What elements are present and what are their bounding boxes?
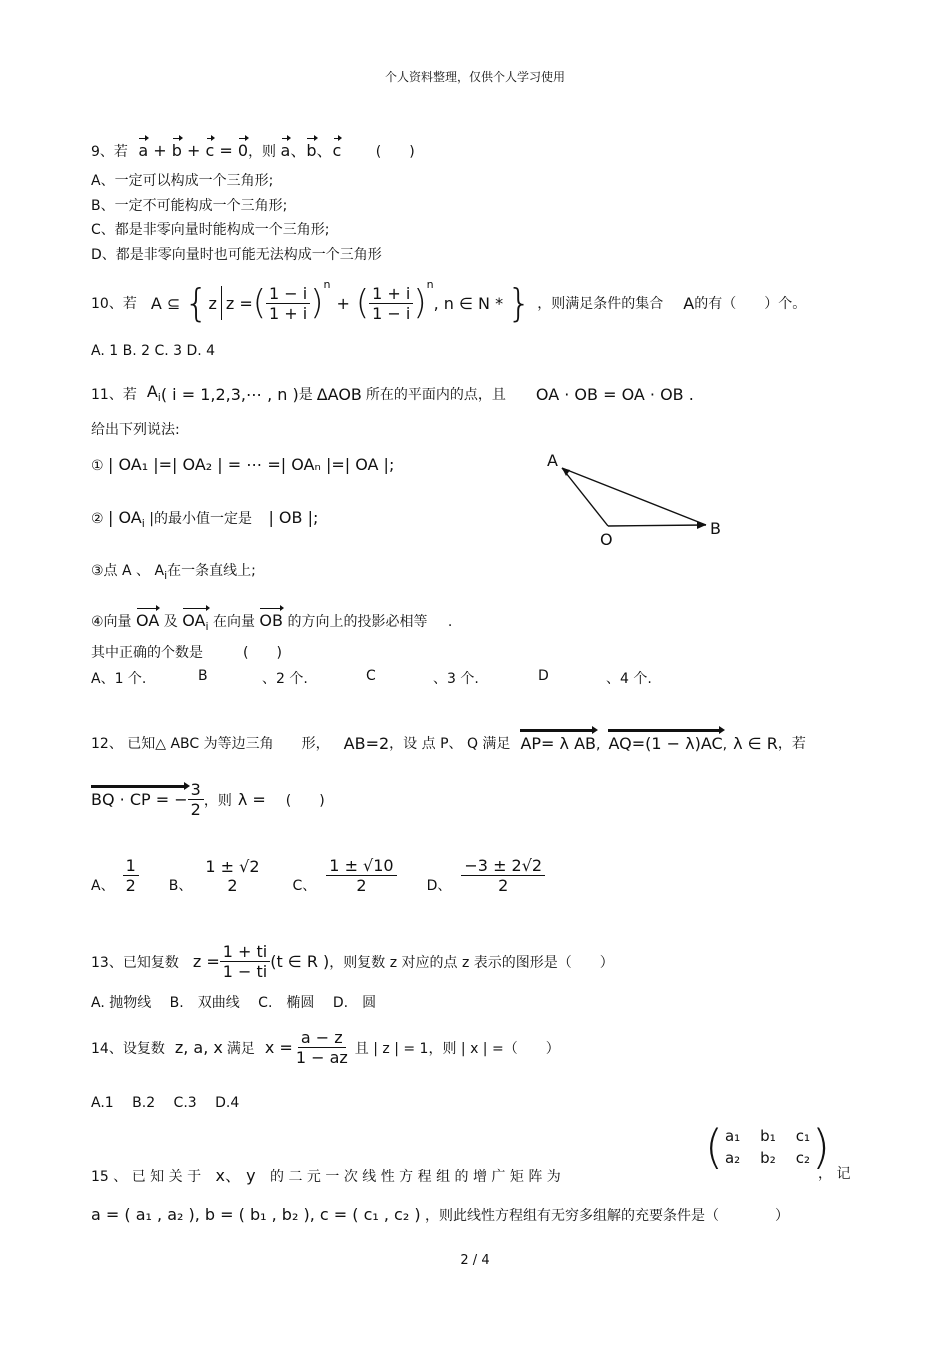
q10-zeq: z = bbox=[225, 293, 253, 313]
q11-statement-2: ② | $OA_i$ |的最小值一定是 | OB |; bbox=[91, 508, 319, 530]
q10-stem bbox=[91, 278, 806, 328]
q11-statement-1: ① | OA₁ |=| OA₂ | = ⋯ =| OAₙ |=| OA |; bbox=[91, 455, 395, 474]
arrowhead-B bbox=[697, 521, 706, 529]
q10-cond: , n ∈ N * bbox=[433, 293, 504, 313]
q9-option-b: B、一定不可能构成一个三角形; bbox=[91, 198, 288, 214]
q11-option-c: 、3 个. bbox=[433, 671, 479, 687]
fig-label-O: O bbox=[600, 530, 613, 549]
q12-bqcp: BQ · CP = − bbox=[91, 790, 188, 809]
q11-ask: 其中正确的个数是 ( ) bbox=[91, 645, 282, 661]
q11-stem bbox=[91, 382, 694, 404]
q10-frac1: $\frac{1 - i}{1 + i}$ bbox=[266, 284, 310, 323]
q10-options: A. 1 B. 2 C. 3 D. 4 bbox=[91, 343, 216, 359]
q10-subset: A ⊆ bbox=[150, 293, 181, 313]
page-footer: 2 / 4 bbox=[460, 1253, 490, 1268]
q10-exp: n bbox=[323, 278, 331, 291]
q14-stem: 14、设复数 z, a, x 满足 x = $\frac{a - z}{1 - az}$ 且 | z | = 1，则 | x | =（ ） bbox=[91, 1028, 560, 1067]
q11-option-d: 、4 个. bbox=[606, 671, 652, 687]
q11-given: 给出下列说法: bbox=[91, 422, 180, 438]
q11-option-b-letter: B bbox=[198, 668, 208, 684]
q12-opt-d: $\frac{-3 \pm 2√2}{2}$ bbox=[461, 856, 545, 895]
edge-AB bbox=[562, 468, 706, 525]
q11-option-d-letter: D bbox=[538, 668, 549, 684]
q10-exp2: n bbox=[426, 278, 434, 291]
q13-options: A. 抛物线 B. 双曲线 C. 椭圆 D. 圆 bbox=[91, 995, 377, 1011]
q10-paren-open2: ( bbox=[355, 283, 370, 323]
q12-opt-a: $\frac{1}{2}$ bbox=[123, 856, 139, 895]
q11-mid: 是 bbox=[298, 387, 313, 404]
fig-label-A: A bbox=[547, 451, 558, 470]
q10-right-brace: } bbox=[507, 281, 532, 325]
q10-left-brace: { bbox=[184, 281, 209, 325]
q9-option-a: A、一定可以构成一个三角形; bbox=[91, 173, 274, 189]
q9-paren: ( ) bbox=[375, 144, 415, 160]
q11-Ai: $A_i$ bbox=[146, 382, 161, 405]
edge-OB bbox=[608, 525, 706, 526]
q10-bar bbox=[221, 286, 222, 320]
q12-opt-c: $\frac{1 \pm √10}{2}$ bbox=[326, 856, 396, 895]
q12-opt-b: 1 ± √2 2 bbox=[205, 857, 260, 895]
q10-paren-open: ( bbox=[252, 283, 267, 323]
q11-prefix: 11、若 bbox=[91, 387, 137, 404]
q11-statement-4: ④向量 OA 及 $OA_i$ 在向量 OB 的方向上的投影必相等 . bbox=[91, 611, 453, 634]
q12-options: A、 $\frac{1}{2}$ B、 1 ± √2 2 C、 $\frac{1 \pm √10}{2}$ D、 $\frac{-3 \pm 2√2}{2}$ bbox=[91, 856, 545, 895]
q9-stem bbox=[91, 138, 415, 161]
q10-paren-close2: ) bbox=[413, 283, 427, 323]
q9-condition: a + b + c = 0 bbox=[138, 141, 249, 160]
q9-cond-tail: ，则 bbox=[248, 144, 277, 160]
q10-paren-close: ) bbox=[310, 283, 324, 323]
q15-line1: 15 、 已 知 关 于 x、 y 的 二 元 一 次 线 性 方 程 组 的 增 广 矩 阵 为 bbox=[91, 1166, 561, 1185]
q9-option-c: C、都是非零向量时能构成一个三角形; bbox=[91, 222, 330, 238]
q11-triangle: ΔAOB bbox=[316, 385, 362, 405]
q9-vectors: a、b、c bbox=[280, 141, 342, 160]
q9-prefix: 9、若 bbox=[91, 144, 128, 160]
q14-options: A.1 B.2 C.3 D.4 bbox=[91, 1095, 240, 1111]
q10-prefix: 10、若 bbox=[91, 296, 137, 312]
q15-line2: a = ( a₁ , a₂ ), b = ( b₁ , b₂ ), c = ( c₁ , c₂ ) ，则此线性方程组有无穷多组解的充要条件是（ ） bbox=[91, 1205, 790, 1224]
q13-stem: 13、已知复数 z = $\frac{1 + ti}{1 - ti}$ (t ∈ R ) ，则复数 z 对应的点 z 表示的图形是（ ） bbox=[91, 942, 614, 981]
q9-option-d: D、都是非零向量时也可能无法构成一个三角形 bbox=[91, 247, 382, 263]
q10-plus: + bbox=[336, 293, 350, 313]
q12-ap: AP= λ AB bbox=[520, 734, 596, 753]
q10-z: z bbox=[208, 293, 217, 313]
fig-label-B: B bbox=[710, 519, 721, 538]
q15-matrix: ( a₁ b₁ c₁ a₂ b₂ c₂ ) bbox=[705, 1120, 830, 1174]
q11-statement-3: ③点 A 、 $A_i$在一条直线上; bbox=[91, 563, 256, 582]
q12-cond: BQ · CP = − $\frac{3}{2}$ ，则 λ = ( ) bbox=[91, 780, 325, 819]
q10-tail: ，则满足条件的集合 bbox=[537, 296, 664, 312]
q11-option-c-letter: C bbox=[366, 668, 376, 684]
q11-range: ( i = 1,2,3,⋯ , n ) bbox=[160, 385, 299, 405]
page-header: 个人资料整理，仅供个人学习使用 bbox=[384, 70, 565, 84]
q11-option-b: 、2 个. bbox=[262, 671, 308, 687]
q11-option-a: A、1 个. bbox=[91, 671, 147, 687]
q10-set-A: A bbox=[683, 293, 695, 313]
q12-aq: AQ=(1 − λ)AC bbox=[608, 734, 723, 753]
q10-tail2: 的有（ ）个。 bbox=[694, 296, 807, 312]
q10-frac2: $\frac{1 + i}{1 - i}$ bbox=[369, 284, 413, 323]
arrowhead-A bbox=[562, 468, 570, 476]
q11-mid2: 所在的平面内的点，且 bbox=[365, 387, 506, 404]
q15-ji: ， 记 bbox=[818, 1166, 851, 1182]
q12-stem: 12、 已知△ ABC 为等边三角 形， AB=2 ，设 点 P、 Q 满足 AP= λ AB , AQ=(1 − λ)AC , λ ∈ R ，若 bbox=[91, 734, 806, 753]
q11-dot-expr: OA · OB = OA · OB . bbox=[535, 385, 694, 405]
